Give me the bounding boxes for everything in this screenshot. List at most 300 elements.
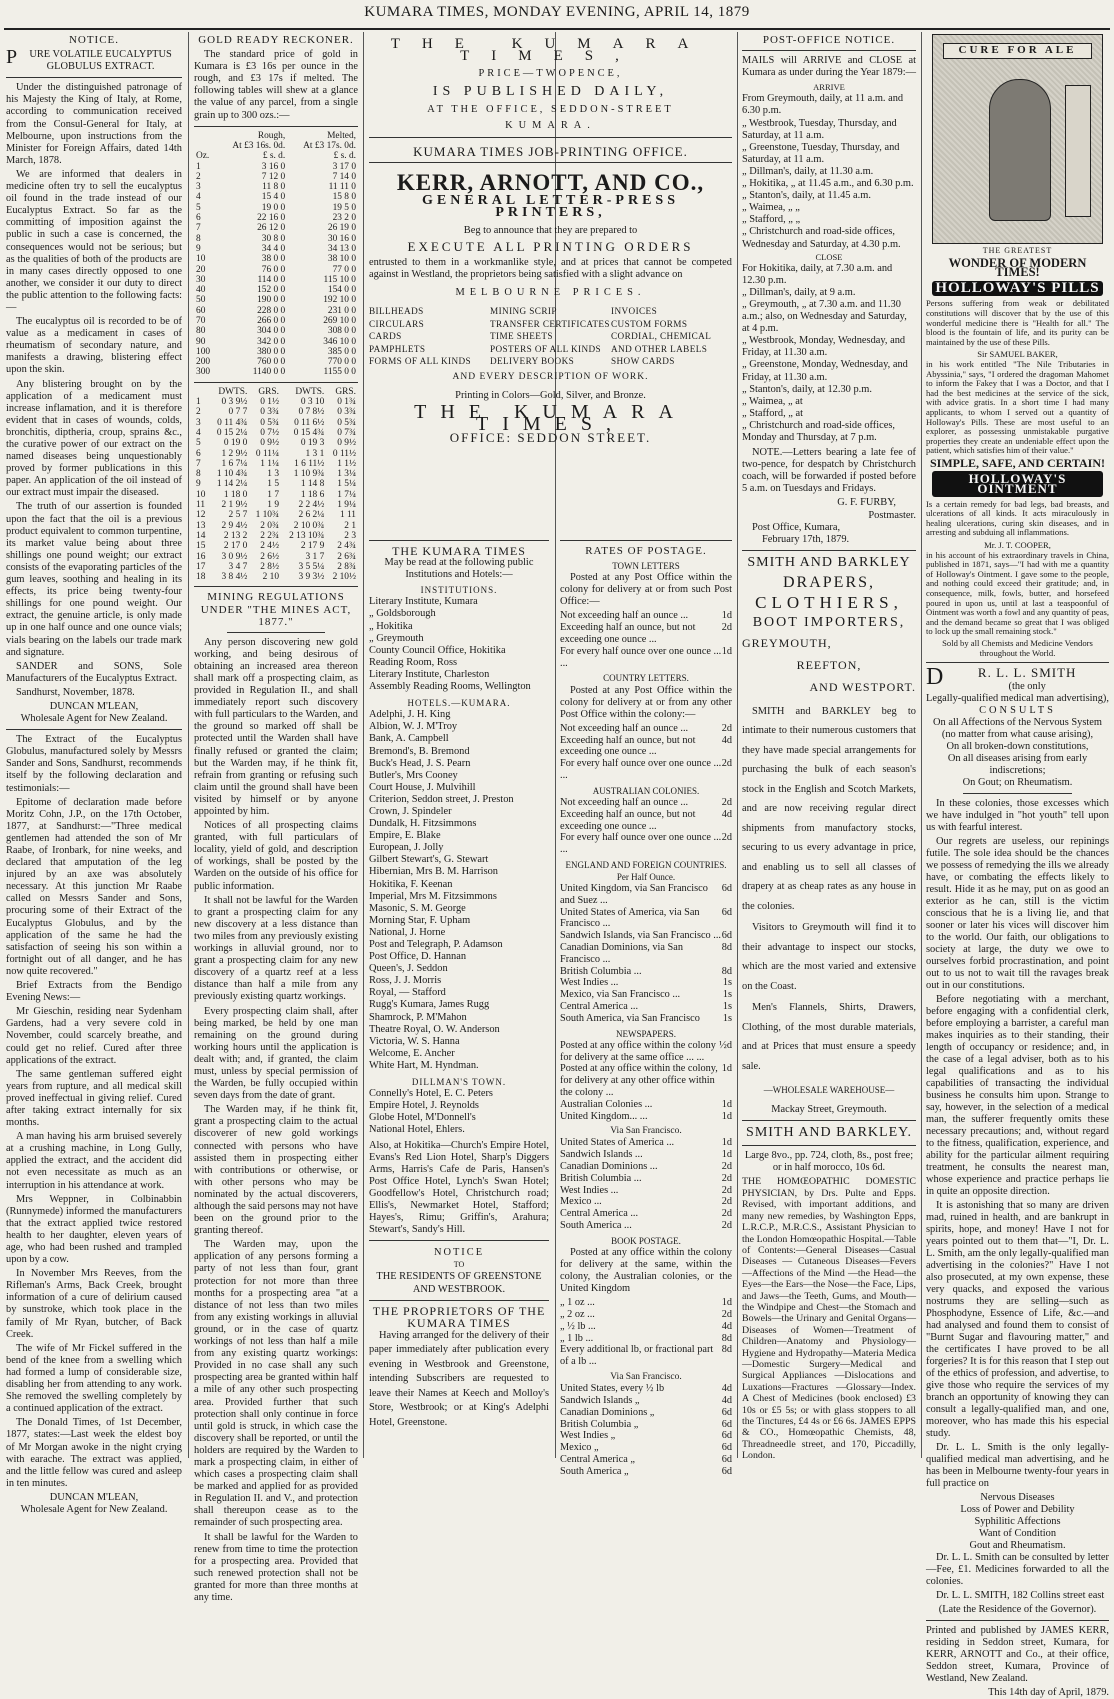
paragraph: The Donald Times, of 1st December, 1877, states:—Last week the eldest boy of Mr Morgan awoke in the night crying with earache. The extract was applied, and the little fellow was cured and asleep in ten minutes. (6, 1417, 182, 1489)
paragraph: Sandhurst, November, 1878. (16, 686, 135, 698)
hotel-item: Morning Star, F. Upham (369, 914, 471, 926)
column-post-office (742, 32, 917, 1462)
dillman-item: Empire Hotel, J. Reynolds (369, 1100, 479, 1112)
paragraph: In these colonies, those excesses which we have indulged in "hot youth" tell upon us with fearful interest. (926, 798, 1109, 834)
paragraph: The Extract of the Eucalyptus Globulus, manufactured solely by Messrs Sander and Sons, Sandhurst, recommends itself by the following declaration and testimonials:— (6, 734, 182, 794)
institution-item: Reading Room, Ross (369, 656, 458, 668)
paragraph: Brief Extracts from the Bendigo Evening News:— (6, 980, 182, 1004)
arrive-item: „ Christchurch and road-side offices, Wednesday and Saturday, at 4.30 p.m. (742, 226, 901, 250)
arrive-item: „ Stanton's, daily, at 11.45 a.m. (742, 190, 871, 202)
hotel-item: Adelphi, J. H. King (369, 709, 451, 721)
holloways-ointment-banner: HOLLOWAY'S OINTMENT (932, 471, 1103, 496)
reckoner-row: 1 0 3 9½ 0 1½ 0 3 10 0 1¾ (196, 397, 356, 408)
consult-nervous-sub: (no matter from what cause arising), (941, 729, 1094, 741)
rates-of-postage: RATES OF POSTAGE. (585, 545, 707, 557)
institution-item: „ Goldsborough (369, 608, 436, 620)
book-intro: Posted at any office within the colony for delivery at the same, within the colony, the Australian colonies, or the United Kingdom (560, 1246, 732, 1295)
hotel-item: Empire, E. Blake (369, 830, 441, 842)
postage-rate-row: United Kingdom, via San Francisco and Suez ... 6d (560, 883, 732, 906)
general-printers: GENERAL LETTER-PRESS PRINTERS, (422, 192, 679, 220)
paragraph: We are informed that dealers in medicine often try to sell the eucalyptus oil found in the trade instead of our Eucalyptus Extract. So far as the committing of imposition against the public in such a case is concerned, the consequences would not be serious; but as the qualities of both of the products are in many cases directly opposed to one another, we consider it our duty to direct the public attention to the following facts:— (6, 168, 182, 313)
cooper-text: in his account of his extraordinary travels in China, published in 1871, says—"I had with me a quantity of Holloway's Ointment. I gave some to the people, and nothing could exceed their gratitude; and, in consequence, milk, fowls, butter, and horsefeed poured in upon us, until at last a teaspoonful of Ointment was worth a fowl and any quantity of peas, and the demand became so great that I was obliged to lock up the small remaining stock." (926, 549, 1109, 637)
hotel-item: Butler's, Mrs Cooney (369, 769, 458, 781)
printing-list-item: DELIVERY BOOKS (490, 356, 575, 367)
homoeopathic-physician: THE HOMŒOPATHIC DOMESTIC PHYSICIAN, by Drs. Pulte and Epps. Revised, with important additions, and many new remedies, by Washington Epps, L.R.C.P., M.R.C.S., Assistant Physician to the London Homœopathic Hospital.—Table of Contents:—General Diseases—Casual Diseases — Cutaneous Diseases—Fevers—Affections of the Mind —the Head—the Eyes—the Ears—the Nose—the Face, Lips, and Jaws—the Teeth, Gums, and Mouth—the Windpipe and Chest—the Stomach and Bowels—the Urinary and Genital Organs—Diseases of Women—Treatment of Children—Anatomy and Physiology—Hygiene and Hydropathy—Materia Medica—Domestic Surgery—Medical and Surgical Appliances —Dislocations and Luxations—Fractures —Glossary—Index. A Chest of Medicines (book enclosed) £3 10s or £5 5s; or with glass stoppers to all the Tinctures, £4 4s or £6 6s. JAMES EPPS & CO., Homœopathic Chemists, 48, Threadneedle street, and 170, Piccadilly, London. (742, 1176, 916, 1462)
paragraph: The Warden may, if he think fit, grant a prospecting claim to the actual discoverer of new gold workings connected with persons who have assisted them in prospecting either with contributions or otherwise, or with other persons who may be nominated by the actual discoverers, although the said persons may not have been on the ground prior to the granting thereof. (194, 1104, 358, 1237)
printing-list-item: AND OTHER LABELS (611, 343, 708, 354)
mining-paragraphs (194, 637, 358, 1604)
dwt-table: DWTS. GRS. DWTS. GRS. 1 0 3 9½ 0 1½ 0 3 10 0 1¾ 2 0 7 7 0 3¾ 0 7 8½ 0 3¾ 3 0 11 4¾ 0 5¾ 0 11 6½ 0 5¾ 4 0 15 2¼ 0 7½ 0 15 4¾ 0 7¾ 5 0 19 0 0 9½ 0 19 3 0 9½ 6 1 2 9½ 0 11¼ 1 3 1 0 11½ 7 1 6 7¼ 1 1¼ 1 6 11½ 1 1½ 8 1 10 4¾ 1 3 1 10 9¾ 1 3¼ 9 1 14 2¼ 1 5 1 14 8 1 5¼ 10 1 18 0 1 7 1 18 6 1 7¼ 11 2 1 9½ 1 9 2 2 4½ 1 9¼ 12 2 5 7 1 10¾ 2 6 2¼ 1 11 13 2 9 4½ 2 0¾ 2 10 0¾ 2 1 14 2 13 2 2 2¾ 2 13 10¾ 2 3 15 2 17 0 2 4½ 2 17 9 2 4¾ 16 3 0 9½ 2 6½ 3 1 7 2 6¾ 17 3 4 7 2 8½ 3 5 5¼ 2 8¾ 18 3 8 4½ 2 10 3 9 3½ 2 10½ (196, 386, 356, 583)
collins-street: Dr. L. L. SMITH, 182 Collins street east (936, 1590, 1105, 1602)
postage-rate-row: Mexico ... 2d (560, 1196, 732, 1208)
paragraph: In November Mrs Reeves, from the Rifleman's Arms, Back Creek, brought information of a cure of delirium caused by sunstroke, which took place in the family of Mr Ryan, butcher, of Back Creek. (6, 1268, 182, 1340)
postage-rate-row: British Columbia „ 6d (560, 1418, 732, 1430)
institutions-heading: INSTITUTIONS. (420, 585, 498, 596)
price: PRICE—TWOPENCE, (478, 68, 623, 80)
reckoner-row: 4 15 4 0 15 8 0 (196, 192, 356, 203)
postage-rate-row: United States of America ... 1d (560, 1137, 732, 1149)
delivery-notice: Having arranged for the delivery of their paper immediately after publication every evening in Westbrook and Greenstone, intending Subscribers are requested to leave their Names at Keech and Molloy's Store, Westbrook; or at King's Adelphi Hotel, Greenstone. (369, 1329, 549, 1428)
dillman-list (369, 1088, 549, 1136)
column-gold-reckoner (194, 32, 358, 1604)
consult-indiscretions: On all diseases arising from early indiscretions; (947, 753, 1088, 777)
paragraph: A man having his arm bruised severely at a crushing machine, in Long Gully, applied the extract, and the accident did not even necessitate as much as an interruption in his attendance at work. (6, 1131, 182, 1191)
reckoner-row: 7 1 6 7¼ 1 1¼ 1 6 11½ 1 1½ (196, 458, 356, 469)
reckoner-row: 5 19 0 0 19 5 0 (196, 202, 356, 213)
reckoner-row: 16 3 0 9½ 2 6½ 3 1 7 2 6¾ (196, 551, 356, 562)
notice-heading-2: NOTICE (433, 1247, 485, 1259)
office-address: AT THE OFFICE, SEDDON-STREET (427, 104, 674, 116)
column-divider (188, 32, 189, 1458)
consult-nervous: On all Affections of the Nervous System (933, 717, 1102, 729)
via-sf-heading: Via San Francisco. (610, 1126, 682, 1137)
furby: G. F. FURBY, (837, 497, 896, 509)
paragraph: SMITH and BARKLEY beg to intimate to their numerous customers that they have made special arrangements for purchasing the bulk of each season's stock in the English and Scotch Markets, and are now receiving regular direct shipments from manufactory stocks, securing to us every advantage in price, and enabling us to sell all classes of drapery at as cheap rates as any house in the colonies. (742, 705, 916, 912)
england-heading: ENGLAND AND FOREIGN COUNTRIES. Per Half Ounce. (565, 859, 727, 882)
samuel-baker: Sir SAMUEL BAKER, (977, 349, 1058, 360)
agent-name-2: DUNCAN M'LEAN, (49, 1491, 139, 1503)
hotel-item: Ross, J. J. Morris (369, 975, 442, 987)
gold-intro: The standard price of gold in Kumara is £3 16s per ounce in the rough, and £3 17s if melted. The following tables will shew at a glance the value of any parcel, from a single grain up to 300 ozs.:— (194, 49, 358, 121)
postage-rate-row: „ ½ lb ... 4d (560, 1320, 732, 1332)
postage-rate-row: Canadian Dominions, via San Francisco ... 8d (560, 942, 732, 965)
paragraph: Mrs Weppner, in Colbinabbin (Runnymede) informed the manufacturers that the extract applied twice restored health to her daughter, eleven years of age, who had been rushed and trampled upon by a cow. (6, 1193, 182, 1266)
reckoner-row: 12 2 5 7 1 10¾ 2 6 2¼ 1 11 (196, 510, 356, 521)
country-intro: Posted at any Post Office within the colony for delivery at or from any other Post Office within the colony:— (560, 684, 732, 720)
execute-orders: EXECUTE ALL PRINTING ORDERS (407, 239, 694, 255)
ointment-text: Is a certain remedy for bad legs, bad breasts, and ulcerations of all kinds. It acts miraculously in healing ulcerations, curing skin diseases, and in arresting and subduing all inflammations. (926, 498, 1109, 538)
close-item: „ Stanton's, daily, at 12.30 p.m. (742, 383, 872, 395)
dillman-item: Connelly's Hotel, E. C. Peters (369, 1088, 493, 1100)
reckoner-row: 40 152 0 0 154 0 0 (196, 285, 356, 296)
postage-rate-row: Mexico, via San Francisco ... 1s (560, 989, 732, 1001)
consult-by-letter: Dr. L. L. Smith can be consulted by letter—Fee, £1. Medicines forwarded to all the colonies. (926, 1552, 1109, 1588)
close-item: „ Greymouth, „ at 7.30 a.m. and 11.30 a.m.; also, on Wednesday and Saturday, at 4 p.m. (742, 298, 907, 335)
postage-rate-row: Exceeding half an ounce, but not exceeding one ounce ... 4d (560, 808, 732, 832)
reckoner-row: 9 34 4 0 34 13 0 (196, 243, 356, 254)
printing-list-item: INVOICES (611, 306, 658, 317)
post-office-notice: POST-OFFICE NOTICE. (762, 34, 896, 46)
printing-list-item: POSTERS OF ALL KINDS (490, 343, 602, 354)
country-letters-heading: COUNTRY LETTERS. (603, 673, 689, 684)
paragraph: Any blistering brought on by the application of a medicament must increase inflamation, and it is therefore evident that in cases of wounds, colds, bronchitis, diptheria, croup, sprains &c., the curative power of our extract on the named diseases being unquestionably proved by former publications in this paper. An application of the oil instead of our extract must impair the diseased. (6, 378, 182, 499)
close-list (742, 263, 916, 444)
paragraph: It shall be lawful for the Warden to renew from time to time the protection for a prospecting area. Provided that such renewed protection shall not be granted for more than three months at any time. (194, 1531, 358, 1604)
paragraph: Any person discovering new gold working, and being desirous of obtaining an increased area thereon shall mark off a prospecting claim, as provided in Regulation II., and shall immediately report such discovery with full particulars to the Warden, and the ground so marked off shall be protected until the Warden shall have finally refused or granted the claim; but the Warden may, if he think fit, refrain from granting or refusing such claim until the ground shall have been visited by himself or by anyone appointed by him. (194, 636, 358, 818)
late-fee-note: NOTE.—Letters bearing a late fee of two-pence, for despatch by Christchurch coach, will be forwarded if posted before 5 a.m. on Tuesdays and Fridays. (742, 447, 916, 495)
nervous-item: Loss of Power and Debility (960, 1504, 1075, 1516)
consults: CONSULTS (979, 705, 1056, 717)
eucalyptus-title: P URE VOLATILE EUCALYPTUS GLOBULUS EXTRACT. (6, 46, 172, 73)
institution-item: „ Hokitika (369, 620, 413, 632)
postage-rate-row: Posted at any office within the colony for delivery at the same office ... ... ½d (560, 1039, 732, 1063)
hotels-heading: HOTELS.—KUMARA. (407, 698, 511, 709)
hotel-item: European, J. Jolly (369, 842, 444, 854)
job-printing-office: KUMARA TIMES JOB-PRINTING OFFICE. (413, 143, 688, 159)
paragraph: The wife of Mr Fickel suffered in the bend of the knee from a swelling which had formed a lump of considerable size, disabling her from attending to any work. She removed the swelling completely by a continued application of the extract. (6, 1342, 182, 1415)
hotel-item: Albion, W. J. M'Troy (369, 721, 458, 733)
postage-rate-row: United Kingdom... ... 1d (560, 1110, 732, 1122)
dillman-heading: DILLMAN'S TOWN. (411, 1077, 507, 1088)
printing-list-item: BILLHEADS (369, 306, 424, 317)
paragraph: Visitors to Greymouth will find it to their advantage to inspect our stocks, which are the most varied and extensive on the Coast. (742, 922, 916, 992)
reckoner-row: 100 380 0 0 385 0 0 (196, 346, 356, 357)
smith-barkley-footer: SMITH AND BARKLEY. (746, 1125, 912, 1141)
printing-list (369, 305, 732, 367)
paragraph: It is astonishing that so many are driven mad, ruined in health, and are bankrupt in spirits, hope, and money! Have I not for years pointed out to them that—"I, Dr. L. L. Smith, am the only legally-qualified man advertising in the colonies?" Have I not also prosecuted, at my own expense, these very quacks, and exposed the various nostrums they are selling—such as Phosphodyne, Essence of Life, &c.—and had analysed and found them to consist of "Burnt Sugar and flavouring matter," and the certificates I have proved to be all forgeries? It is for this reason that I step out of the ethics of profession, and advertise, to give those who require the services of my branch an opportunity of knowing they can consult a legally-qualified man, and one, moreover, who has made this his especial study. (926, 1200, 1109, 1440)
postage-rate-row: Not exceeding half an ounce ... 2d (560, 796, 732, 808)
postage-rate-row: Australian Colonies ... 1d (560, 1098, 732, 1110)
dr-smith-paragraphs (926, 798, 1109, 1490)
hotel-item: Court House, J. Mulvihill (369, 781, 476, 793)
printing-list-item: CUSTOM FORMS (611, 318, 688, 329)
book-size: Large 8vo., pp. 724, cloth, 8s., post free; or in half morocco, 10s 6d. (744, 1150, 914, 1174)
reckoner-row: 10 38 0 0 38 10 0 (196, 254, 356, 265)
residents-notice: THE RESIDENTS OF GREENSTONE AND WESTBROOK. (376, 1271, 542, 1295)
notice-heading: NOTICE. (68, 34, 120, 46)
hotel-item: Hokitika, F. Keenan (369, 878, 453, 890)
notice-to: TO (453, 1260, 465, 1270)
close-item: „ Waimea, „ at (742, 395, 803, 407)
postage-rate-row: West Indies „ 6d (560, 1430, 732, 1442)
town-intro: Posted at any Post Office within the colony for delivery at or from such Post Office:— (560, 572, 732, 608)
hotel-item: Dundalk, H. Fitzsimmons (369, 818, 477, 830)
column-divider (363, 32, 364, 1458)
reckoner-row: 9 1 14 2¼ 1 5 1 14 8 1 5¼ (196, 479, 356, 490)
postmaster: Postmaster. (868, 509, 916, 521)
institution-item: Literary Institute, Kumara (369, 596, 478, 608)
hotel-item: Post Office, D. Hannan (369, 951, 467, 963)
postage-rate-row: Sandwich Islands, via San Francisco ... 6d (560, 930, 732, 942)
hotel-item: Bremond's, B. Bremond (369, 745, 470, 757)
postage-rate-row: United States, every ½ lb 4d (560, 1383, 732, 1395)
may-be-read: May be read at the following public Institutions and Hotels:— (384, 557, 534, 581)
reckoner-row: 30 114 0 0 115 10 0 (196, 274, 356, 285)
close-heading: CLOSE (815, 251, 843, 262)
nervous-item: Gout and Rheumatism. (969, 1540, 1066, 1552)
postage-rate-row: For every half ounce over one ounce ... ... 1d (560, 645, 732, 669)
arrive-item: „ Waimea, „ „ (742, 202, 800, 214)
paragraph: Dr. L. L. Smith is the only legally-qualified medical man advertising, and he has been in Melbourne twenty-four years in full practice on (926, 1442, 1109, 1490)
postage-rate-row: Central America ... 2d (560, 1208, 732, 1220)
institution-item: County Council Office, Hokitika (369, 644, 506, 656)
reckoner-row: 90 342 0 0 346 10 0 (196, 336, 356, 347)
hotel-item: Gilbert Stewart's, G. Stewart (369, 854, 489, 866)
postage-rate-row: Central America „ 6d (560, 1453, 732, 1465)
postage-rate-row: Canadian Dominions „ 6d (560, 1406, 732, 1418)
hotel-item: Shamrock, P. M'Mahon (369, 1011, 467, 1023)
close-item: „ Christchurch and road-side offices, Monday and Thursday, at 7 p.m. (742, 419, 896, 443)
nervous-item: Syphilitic Affections (974, 1516, 1061, 1528)
reckoner-row: 3 11 8 0 11 11 0 (196, 182, 356, 193)
postage-rate-row: South America, via San Francisco 1s (560, 1012, 732, 1024)
paragraph: Before negotiating with a merchant, before engaging with a confidential clerk, before employing a barrister, a careful man makes inquiries as to their standing, their length of occupancy or residence; and, in the case of a legal adviser, both as to his legal qualifications and as to his capabilities of transacting the individual business he consults him upon. Strange to say, however, in the selection of a medical man, the sufferer frequently omits these necessary precautions; and, without regard to the fitness, qualification, experience, and ability for the particular ailment requiring treatment, he consults the nearest man, whose experience and practice perhaps lie in quite an opposite direction. (926, 994, 1109, 1198)
paragraph: Mr Gieschin, residing near Sydenham Gardens, had a very severe cold in November, could scarcely breathe, and could get no relief. Cured after three applications of the extract. (6, 1006, 182, 1066)
office-seddon-street: OFFICE: SEDDON STREET. (449, 429, 652, 445)
masthead-rule (4, 28, 1110, 30)
drapers: DRAPERS, (782, 573, 876, 591)
paragraph: The same gentleman suffered eight years from rupture, and all medical skill proved ineffectual in giving relief. Cured after taking extract internally for six months. (6, 1068, 182, 1129)
hotel-item: Imperial, Mrs M. Fitzsimmons (369, 890, 497, 902)
postage-rate-row: West Indies ... 1s (560, 977, 732, 989)
agent-name: DUNCAN M'LEAN, (49, 700, 139, 712)
paragraph: Epitome of declaration made before Moritz Cohn, J.P., on the 17th October, 1877, at Sandhurst:—"Three medical gentlemen had attended the son of Mr Raabe, of Ironbark, for nine weeks, and declared that amputation of the leg injured by an axe was absolutely necessary. At this junction Mr Raabe called on Messrs Sander and Sons, procuring some of their Extract of the Eucalyptus Globulus, and by the application of the same he had the satisfaction of seeing his son within a fortnight out of all danger, and he has now quite recovered." (6, 796, 182, 977)
oz-table: Rough, At £3 16s. 0d. Melted, At £3 17s. 0d. Oz. £ s. d. £ s. d. 1 3 16 0 3 17 0 2 7 12 0 7 14 0 3 11 8 0 11 11 0 4 15 4 0 15 8 0 5 19 0 0 19 5 0 6 22 16 0 23 2 0 7 26 12 0 26 19 0 8 30 8 0 30 16 0 9 34 4 0 34 13 0 10 38 0 0 38 10 0 20 76 0 0 77 0 0 30 114 0 0 115 10 0 40 152 0 0 154 0 0 50 190 0 0 192 10 0 60 228 0 0 231 0 0 70 266 0 0 269 10 0 80 304 0 0 308 0 0 90 342 0 0 346 10 0 100 380 0 0 385 0 0 200 760 0 0 770 0 0 300 1140 0 0 1155 0 0 (196, 130, 356, 378)
proprietors: THE PROPRIETORS OF THE KUMARA TIMES (372, 1303, 546, 1330)
hotel-item: Bank, A. Campbell (369, 733, 449, 745)
paragraph: Men's Flannels, Shirts, Drawers, Clothing, of the most durable materials, and at Prices that must ensure a speedy sale. (742, 1002, 916, 1072)
institutions-list (369, 596, 549, 693)
reckoner-row: 10 1 18 0 1 7 1 18 6 1 7¼ (196, 489, 356, 500)
pills-text: Persons suffering from weak or debilitated constitutions will discover that by the use of this wonderful medicine there is "Health for all." The blood is the fountain of life, and its purity can be maintained by the use of these Pills. (926, 298, 1109, 347)
holloway-illustration (932, 34, 1103, 244)
postage-rate-row: For every half ounce over one ounce ... ... 2d (560, 758, 732, 782)
hotel-item: Crown, J. Spindeler (369, 805, 452, 817)
hotel-item: Theatre Royal, O. W. Anderson (369, 1023, 500, 1035)
mails-intro: MAILS will ARRIVE and CLOSE at Kumara as under during the Year 1879:— (742, 55, 917, 79)
reckoner-row: 8 30 8 0 30 16 0 (196, 233, 356, 244)
reckoner-row: 15 2 17 0 2 4½ 2 17 9 2 4¾ (196, 541, 356, 552)
arrive-item: „ Dillman's, daily, at 11.30 a.m. (742, 165, 874, 177)
baker-text: in his work entitled "The Nile Tributaries in Abyssinia," says, "I ordered the dragoman Mahomet to inform the Fakey that I was a Doctor, and that I had the best medicines at the service of the sick, with advice gratis. In a short time I had many applicants, to whom I served out a quantity of Holloway's Pills. These are most useful to an explorer, as possessing unmistakable purgative properties they create an undeniable effect upon the patient, which satisfies him of their value." (926, 358, 1109, 456)
hotel-item: Buck's Head, J. S. Pearn (369, 757, 471, 769)
reckoner-row: 4 0 15 2¼ 0 7½ 0 15 4¾ 0 7¾ (196, 427, 356, 438)
pillar-icon (1065, 85, 1091, 217)
wonder-of-modern-times: WONDER OF MODERN TIMES! (948, 255, 1087, 280)
reckoner-row: 80 304 0 0 308 0 0 (196, 326, 356, 337)
paragraph: Notices of all prospecting claims granted, with full particulars of locality, yield of gold, and description of workings, shall be posted by the Warden on the outside of his office for public information. (194, 820, 358, 892)
reckoner-row: 5 0 19 0 0 9½ 0 19 3 0 9½ (196, 438, 356, 449)
hotel-item: Queen's, J. Seddon (369, 963, 448, 975)
reckoner-row: 200 760 0 0 770 0 0 (196, 357, 356, 368)
jt-cooper: Mr. J. T. COOPER, (984, 540, 1051, 551)
reckoner-row: 50 190 0 0 192 10 0 (196, 295, 356, 306)
reefton: REEFTON, (796, 658, 862, 673)
postage-rate-row: Posted at any office within the colony, for delivery at any other office within the colony ... 1d (560, 1063, 732, 1098)
reckoner-row: 18 3 8 4½ 2 10 3 9 3½ 2 10½ (196, 572, 356, 583)
arrive-item: „ Hokitika, „ at 11.45 a.m., and 6.30 p.m. (742, 178, 914, 190)
printing-list-item: MINING SCRIP (490, 306, 557, 317)
printed-by: Printed and published by JAMES KERR, residing in Seddon street, Kumara, for KERR, ARNOTT and Co., at their office, Seddon street, Kumara, Province of Westland, New Zealand. (926, 1625, 1109, 1685)
printing-list-item: PAMPHLETS (369, 343, 426, 354)
postage-rate-row: West Indies ... 2d (560, 1184, 732, 1196)
postage-rate-row: South America ... 2d (560, 1219, 732, 1231)
gold-reckoner-title: GOLD READY RECKONER. (198, 34, 354, 46)
publication-date: This 14th day of April, 1879. (988, 1687, 1109, 1699)
testimonials (6, 734, 182, 1490)
hotel-item: Royal, — Stafford (369, 987, 446, 999)
westport: AND WESTPORT. (809, 680, 916, 695)
late-residence: (Late the Residence of the Governor). (938, 1604, 1097, 1616)
reckoner-row: 8 1 10 4¾ 1 3 1 10 9¾ 1 3¼ (196, 469, 356, 480)
hotel-item: Post and Telegraph, P. Adamson (369, 939, 503, 950)
reckoner-row: 70 266 0 0 269 10 0 (196, 316, 356, 326)
arrive-item: „ Stafford, „ „ (742, 214, 801, 226)
greymouth: GREYMOUTH, (742, 636, 832, 651)
reckoner-row: 11 2 1 9½ 1 9 2 2 4½ 1 9¼ (196, 500, 356, 511)
legally-qualified: Legally-qualified medical man advertising), (926, 693, 1109, 705)
printing-list-item: TRANSFER CERTIFICATES (490, 318, 610, 329)
paragraph: Under the distinguished patronage of his Majesty the King of Italy, at Rome, according to communication received from the Consul-General for Italy, at Melbourne, upon instructions from the Minister for Foreign Affairs, dated 14th March, 1878. (6, 82, 182, 166)
institution-item: „ Greymouth (369, 632, 424, 644)
postage-rate-row: British Columbia ... 2d (560, 1172, 732, 1184)
arrive-item: From Greymouth, daily, at 11 a.m. and 6.30 p.m. (742, 93, 904, 117)
kerr-arnott-title: KERR, ARNOTT, AND CO., (396, 169, 705, 195)
consult-constitutions: On all broken-down constitutions, (946, 741, 1089, 753)
mackay-street: Mackay Street, Greymouth. (771, 1104, 887, 1116)
hotel-item: Criterion, Seddon street, J. Preston (369, 793, 514, 805)
nervous-item: Nervous Diseases (980, 1492, 1055, 1504)
column-eucalyptus (6, 32, 182, 1515)
hotel-item: Masonic, S. M. George (369, 902, 466, 914)
simple-safe-certain: SIMPLE, SAFE, AND CERTAIN! (929, 455, 1106, 470)
reckoner-row: 20 76 0 0 77 0 0 (196, 264, 356, 275)
the-greatest: THE GREATEST (982, 246, 1053, 255)
reckoner-row: 6 22 16 0 23 2 0 (196, 213, 356, 224)
reckoner-row: 2 0 7 7 0 3¾ 0 7 8½ 0 3¾ (196, 407, 356, 418)
printing-list-item: SHOW CARDS (611, 356, 675, 367)
postage-rate-row: Not exceeding half an ounce ... 1d (560, 610, 732, 622)
postage-rate-row: For every half ounce over one ounce ... ... 2d (560, 832, 732, 856)
paragraph: SANDER and SONS, Sole Manufacturers of the Eucalyptus Extract. (6, 660, 182, 684)
dr-smith-title: D R. L. L. SMITH (the only (926, 664, 1077, 693)
reckoner-row: 1 3 16 0 3 17 0 (196, 161, 356, 172)
hotel-item: White Hart, M. Hyndman. (369, 1059, 479, 1071)
ribbon-banner: CURE FOR ALE (943, 43, 1092, 59)
agent-subtitle-2: Wholesale Agent for New Zealand. (20, 1503, 168, 1515)
also-hokitika: Also, at Hokitika—Church's Empire Hotel, Evans's Red Lion Hotel, Sharp's Diggers Arms, Harris's Cafe de Paris, Hansen's Post Office Hotel, Lynch's Swan Hotel; Goodfellow's Hotel, Christchurch road; Ellis's, Newmarket Hotel, Stafford; Hayes's, Rimu; Griffin's, Arahura; Stewart's, Sandy's Hill. (369, 1139, 549, 1236)
smith-barkley-paragraphs (742, 702, 916, 1077)
dillman-item: National Hotel, Ehlers. (369, 1124, 465, 1136)
postage-rate-row: „ 1 oz ... 1d (560, 1297, 732, 1309)
column-postage (560, 540, 732, 1477)
published-daily: IS PUBLISHED DAILY, (432, 84, 669, 100)
po-kumara: Post Office, Kumara, (752, 521, 841, 533)
reckoner-row: 17 3 4 7 2 8½ 3 5 5¼ 2 8¾ (196, 561, 356, 572)
reckoner-row: 3 0 11 4¾ 0 5¾ 0 11 6½ 0 5¾ (196, 417, 356, 428)
close-item: „ Westbrook, Monday, Wednesday, and Friday, at 11.30 a.m. (742, 335, 906, 359)
nervous-item: Want of Condition (978, 1528, 1057, 1540)
postage-rate-row: Every additional lb, or fractional part of a lb ... 8d (560, 1344, 732, 1368)
hotel-item: Victoria, W. S. Hanna (369, 1035, 460, 1047)
postage-rate-row: „ 2 oz ... 2d (560, 1309, 732, 1321)
postage-rate-row: „ 1 lb ... 8d (560, 1332, 732, 1344)
kumara-times-small: THE KUMARA TIMES (392, 544, 526, 558)
hotel-item: Welcome, E. Ancher (369, 1047, 455, 1059)
paragraph: Our regrets are useless, our repinings futile. The sole idea should be the chances we possess of remedying the ills we already have, or combating the effects likely to result. Hide it as he may, put on as good an exterior as he can, still is the victim conscious that he is a living lie, and that sooner or later his vices will discover him to the world. Our faith, our obligations to society at large, the duty we owe to ourselves forbid procrastination, and point out to us not to wait till the ravages break out in our constitutions. (926, 836, 1109, 992)
sold-by: Sold by all Chemists and Medicine Vendors throughout the World. (942, 637, 1093, 658)
reckoner-row: 60 228 0 0 231 0 0 (196, 305, 356, 316)
seated-figure-icon (989, 79, 1051, 221)
postage-rate-row: United States of America, via San Francisco ... 6d (560, 906, 732, 930)
printing-colors: Printing in Colors—Gold, Silver, and Bronze. (455, 389, 646, 401)
australian-heading: AUSTRALIAN COLONIES. (592, 785, 700, 796)
boot-importers: BOOT IMPORTERS, (752, 615, 906, 631)
paragraph: The eucalyptus oil is recorded to be of value as a medicament in cases of rheumatism of secondary nature, and manifests a drawing, blistering effect upon the skin. (6, 316, 182, 376)
postage-rate-row: South America „ 6d (560, 1465, 732, 1477)
column-holloway (926, 32, 1109, 1699)
paragraph: Every prospecting claim shall, after being marked, be held by one man remaining on the ground during working hours until the application is dealt with; and, if granted, the claim must, unless by special permission of the Warden, be fully occupied within seven days from the date of grant. (194, 1005, 358, 1102)
agent-subtitle: Wholesale Agent for New Zealand. (20, 713, 168, 725)
institution-item: Assembly Reading Rooms, Wellington (369, 681, 531, 693)
every-description: AND EVERY DESCRIPTION OF WORK. (452, 372, 649, 383)
close-item: „ Stafford, „ at (742, 407, 803, 419)
postage-rate-row: Mexico „ 6d (560, 1442, 732, 1454)
wholesale-warehouse: —WHOLESALE WAREHOUSE— (763, 1085, 895, 1095)
printing-list-item: CARDS (369, 331, 402, 342)
hotels-list (369, 709, 549, 1072)
printing-list-item: FORMS OF ALL KINDS (369, 356, 472, 367)
postage-rate-row: Exceeding half an ounce, but not exceeding one ounce ... 4d (560, 734, 732, 758)
printing-list-item: CORDIAL, CHEMICAL (611, 331, 712, 342)
postage-rate-row: Not exceeding half an ounce ... 2d (560, 722, 732, 734)
postage-rate-row: Exceeding half an ounce, but not exceeding one ounce ... 2d (560, 622, 732, 646)
hotel-item: National, J. Horne (369, 926, 446, 938)
via-sf-heading-2: Via San Francisco. (610, 1372, 682, 1383)
arrive-heading: ARRIVE (813, 82, 845, 93)
close-item: „ Greenstone, Monday, Wednesday, and Friday, at 11.30 a.m. (742, 359, 908, 383)
reckoner-row: 6 1 2 9½ 0 11¼ 1 3 1 0 11½ (196, 448, 356, 459)
holloways-pills-banner: HOLLOWAY'S PILLS (932, 281, 1103, 297)
kumara: KUMARA. (505, 120, 596, 132)
eucalyptus-paragraphs (6, 82, 182, 699)
close-item: „ Dillman's, daily, at 9 a.m. (742, 286, 856, 298)
postage-rate-row: Sandwich Islands ... 1d (560, 1149, 732, 1161)
dillman-item: Globe Hotel, M'Donnell's (369, 1112, 476, 1124)
entrusted-text: entrusted to them in a workmanlike style, and at prices that cannot be competed against in Westland, the proprietors being satisfied with a slight advance on (369, 257, 732, 281)
reckoner-row: 7 26 12 0 26 19 0 (196, 223, 356, 234)
hotel-item: Rugg's Kumara, James Rugg (369, 999, 490, 1011)
arrive-item: „ Greenstone, Tuesday, Thursday, and Saturday, at 11 a.m. (742, 141, 900, 165)
clothiers: CLOTHIERS, (755, 593, 903, 613)
newspapers-heading: NEWSPAPERS. (616, 1028, 676, 1039)
melbourne-prices: MELBOURNE PRICES. (455, 287, 646, 299)
postage-rate-row: British Columbia ... 8d (560, 965, 732, 977)
reckoner-row: 2 7 12 0 7 14 0 (196, 171, 356, 182)
town-letters-heading: TOWN LETTERS (612, 561, 680, 572)
kumara-times-title: THE KUMARA TIMES, (390, 36, 711, 65)
smith-barkley-title: SMITH AND BARKLEY (747, 554, 911, 570)
arrive-list (742, 93, 916, 250)
paragraph: It shall not be lawful for the Warden to grant a prospecting claim for any new discovery at a less distance than two miles from any previously existing workings in alluvial ground, nor to grant a prospecting claim for any new discovery of a quartz reef at a less distance than half a mile from any previously existing quartz workings. (194, 894, 358, 1003)
paragraph: The truth of our assertion is founded upon the fact that the oil is a previous product equivalent to common turpentine, its market value being about three shillings one pound weight; our extract consists of the evaporating particles of the gum leaves, soothing and healing in its effects, its price being twenty-four shillings for one pound weight. Our extract, the genuine article, is only made up in one half ounce and one ounce vials; vials bearing on the labels our trade mark and signature. (6, 501, 182, 658)
kumara-times-title-2: THE KUMARA TIMES, (414, 400, 687, 435)
institution-item: Literary Institute, Charleston (369, 668, 490, 680)
reckoner-row: 300 1140 0 0 1155 0 0 (196, 367, 356, 378)
printing-list-item: CIRCULARS (369, 318, 425, 329)
book-postage-heading: BOOK POSTAGE. (611, 1235, 681, 1246)
reckoner-row: 14 2 13 2 2 2¾ 2 13 10¾ 2 3 (196, 530, 356, 541)
